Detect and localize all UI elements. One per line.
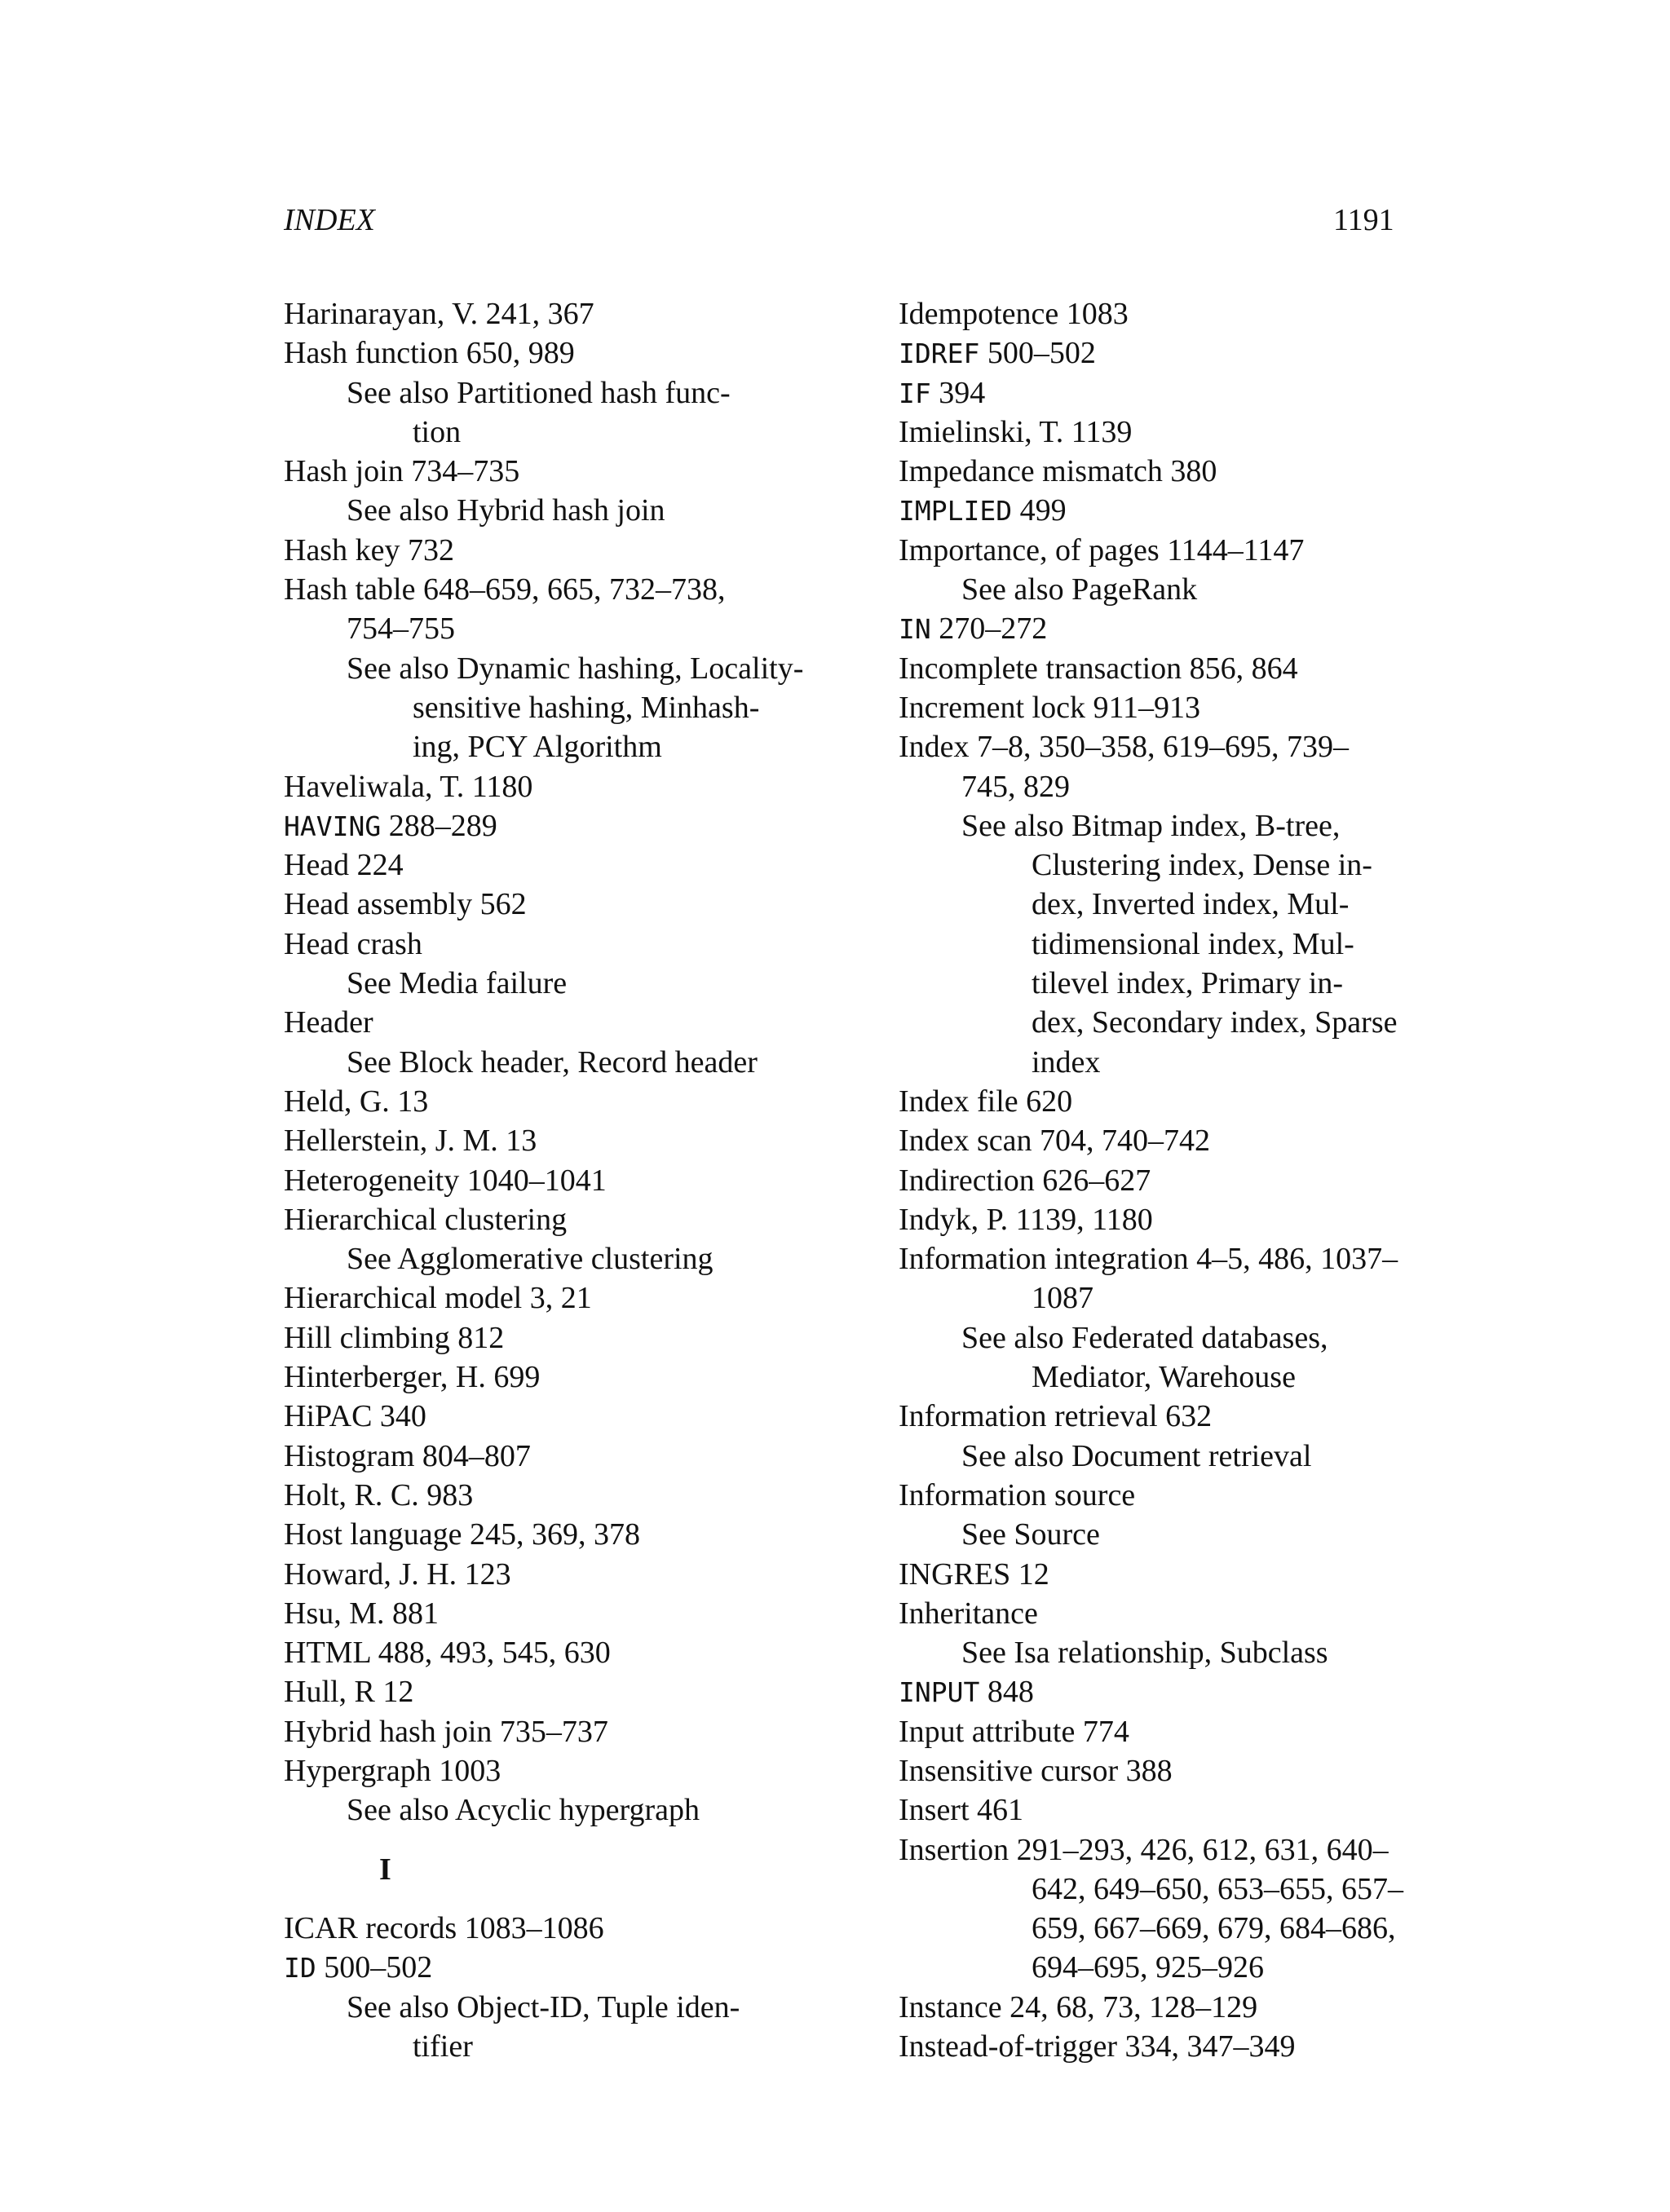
index-entry: Holt, R. C. 983 [284, 1477, 474, 1512]
index-subentry: See also Document retrieval [961, 1438, 1312, 1473]
index-entry: Insensitive cursor 388 [899, 1753, 1173, 1788]
code-keyword: IDREF [899, 338, 980, 370]
index-entry: Input attribute 774 [899, 1714, 1129, 1749]
index-continuation: sensitive hashing, Minhash- [413, 690, 760, 725]
code-keyword: HAVING [284, 810, 382, 842]
index-entry: Hsu, M. 881 [284, 1596, 440, 1631]
index-continuation: 694–695, 925–926 [1032, 1950, 1264, 1985]
index-entry: Index 7–8, 350–358, 619–695, 739– [899, 730, 1350, 765]
index-entry: Inheritance [899, 1596, 1038, 1631]
index-continuation: 1087 [1032, 1281, 1093, 1316]
index-entry: Hybrid hash join 735–737 [284, 1714, 608, 1749]
running-header: INDEX [284, 203, 375, 237]
index-subentry: See also Federated databases, [961, 1320, 1328, 1355]
index-column-left [284, 294, 863, 2066]
index-entry: Indirection 626–627 [899, 1163, 1151, 1198]
index-continuation: 745, 829 [961, 769, 1070, 804]
index-continuation: ing, PCY Algorithm [413, 730, 662, 765]
index-entry: Hinterberger, H. 699 [284, 1360, 541, 1395]
page-refs: 288–289 [388, 808, 497, 843]
index-continuation: 754–755 [347, 612, 455, 647]
index-subentry: See also Dynamic hashing, Locality- [347, 651, 804, 686]
index-continuation: Clustering index, Dense in- [1032, 848, 1372, 883]
code-keyword: INPUT [899, 1676, 980, 1709]
section-letter-heading: I [379, 1852, 391, 1887]
index-entry: Histogram 804–807 [284, 1438, 531, 1473]
index-continuation: 659, 667–669, 679, 684–686, [1032, 1911, 1396, 1946]
page-refs: 270–272 [939, 612, 1048, 647]
index-entry: Howard, J. H. 123 [284, 1556, 511, 1592]
index-entry: Increment lock 911–913 [899, 690, 1201, 725]
index-entry: Information retrieval 632 [899, 1399, 1213, 1434]
index-entry: HiPAC 340 [284, 1399, 426, 1434]
index-entry: Instead-of-trigger 334, 347–349 [899, 2029, 1296, 2064]
index-subentry: See Source [961, 1517, 1100, 1552]
index-entry: Held, G. 13 [284, 1084, 429, 1119]
index-entry: Indyk, P. 1139, 1180 [899, 1202, 1153, 1237]
index-subentry: See also Partitioned hash func- [347, 375, 731, 410]
index-continuation: tilevel index, Primary in- [1032, 966, 1344, 1001]
index-entry: Information source [899, 1477, 1136, 1512]
code-keyword: IMPLIED [899, 495, 1013, 528]
index-entry [899, 609, 1478, 648]
index-entry: Hash join 734–735 [284, 454, 520, 489]
index-continuation: 642, 649–650, 653–655, 657– [1032, 1871, 1403, 1906]
index-entry: Haveliwala, T. 1180 [284, 769, 533, 804]
index-subentry: See also Bitmap index, B-tree, [961, 808, 1341, 843]
index-entry [899, 373, 1478, 413]
index-entry: Hypergraph 1003 [284, 1753, 501, 1788]
index-entry: Imielinski, T. 1139 [899, 414, 1133, 449]
page-refs: 500–502 [987, 336, 1096, 371]
page-refs: 848 [987, 1675, 1034, 1710]
code-keyword: IF [899, 377, 931, 409]
index-entry: Hill climbing 812 [284, 1320, 505, 1355]
index-entry: Host language 245, 369, 378 [284, 1517, 640, 1552]
index-entry: Importance, of pages 1144–1147 [899, 532, 1305, 567]
index-continuation: tion [413, 414, 462, 449]
index-entry: Heterogeneity 1040–1041 [284, 1163, 607, 1198]
index-entry [899, 1672, 1478, 1711]
index-entry [284, 806, 863, 846]
index-entry: Head 224 [284, 848, 404, 883]
index-column-right [899, 294, 1478, 2066]
index-entry: Instance 24, 68, 73, 128–129 [899, 1989, 1258, 2024]
page-refs: 394 [939, 375, 986, 410]
index-entry: Information integration 4–5, 486, 1037– [899, 1242, 1398, 1277]
index-subentry: See also Object-ID, Tuple iden- [347, 1989, 740, 2024]
index-subentry: See Agglomerative clustering [347, 1242, 714, 1277]
index-entry: Index file 620 [899, 1084, 1073, 1119]
index-entry: Hull, R 12 [284, 1675, 414, 1710]
index-continuation: tifier [413, 2029, 473, 2064]
index-entry: Insert 461 [899, 1793, 1024, 1828]
page-number: 1191 [1333, 203, 1394, 237]
code-keyword: ID [284, 1952, 316, 1985]
index-subentry: See Media failure [347, 966, 568, 1001]
index-entry: Head crash [284, 926, 422, 961]
index-entry: Hierarchical model 3, 21 [284, 1281, 592, 1316]
index-entry: Head assembly 562 [284, 887, 527, 922]
index-entry [899, 333, 1478, 373]
index-entry: Hellerstein, J. M. 13 [284, 1124, 537, 1159]
index-subentry: See Isa relationship, Subclass [961, 1636, 1328, 1671]
index-entry: Idempotence 1083 [899, 297, 1129, 331]
index-entry: HTML 488, 493, 545, 630 [284, 1636, 611, 1671]
index-entry: Hierarchical clustering [284, 1202, 568, 1237]
index-continuation: dex, Inverted index, Mul- [1032, 887, 1350, 922]
page-refs: 499 [1019, 493, 1067, 528]
index-entry: Harinarayan, V. 241, 367 [284, 297, 594, 331]
index-entry: Hash table 648–659, 665, 732–738, [284, 572, 726, 607]
code-keyword: IN [899, 613, 931, 646]
index-entry [899, 491, 1478, 530]
index-subentry: See also Hybrid hash join [347, 493, 665, 528]
index-entry: Hash function 650, 989 [284, 336, 575, 371]
index-subentry: See Block header, Record header [347, 1044, 758, 1080]
index-entry: Hash key 732 [284, 532, 454, 567]
index-subentry: See also Acyclic hypergraph [347, 1793, 700, 1828]
index-continuation: Mediator, Warehouse [1032, 1360, 1296, 1395]
index-continuation: tidimensional index, Mul- [1032, 926, 1354, 961]
page-refs: 500–502 [324, 1950, 433, 1985]
index-entry: ICAR records 1083–1086 [284, 1911, 604, 1946]
index-entry: Index scan 704, 740–742 [899, 1124, 1211, 1159]
index-entry: Insertion 291–293, 426, 612, 631, 640– [899, 1832, 1389, 1867]
index-continuation: index [1032, 1044, 1101, 1080]
index-entry: Impedance mismatch 380 [899, 454, 1217, 489]
index-entry: Header [284, 1005, 373, 1040]
index-entry: Incomplete transaction 856, 864 [899, 651, 1298, 686]
index-subentry: See also PageRank [961, 572, 1198, 607]
index-entry [284, 1948, 863, 1987]
index-entry: INGRES 12 [899, 1556, 1049, 1592]
index-continuation: dex, Secondary index, Sparse [1032, 1005, 1398, 1040]
